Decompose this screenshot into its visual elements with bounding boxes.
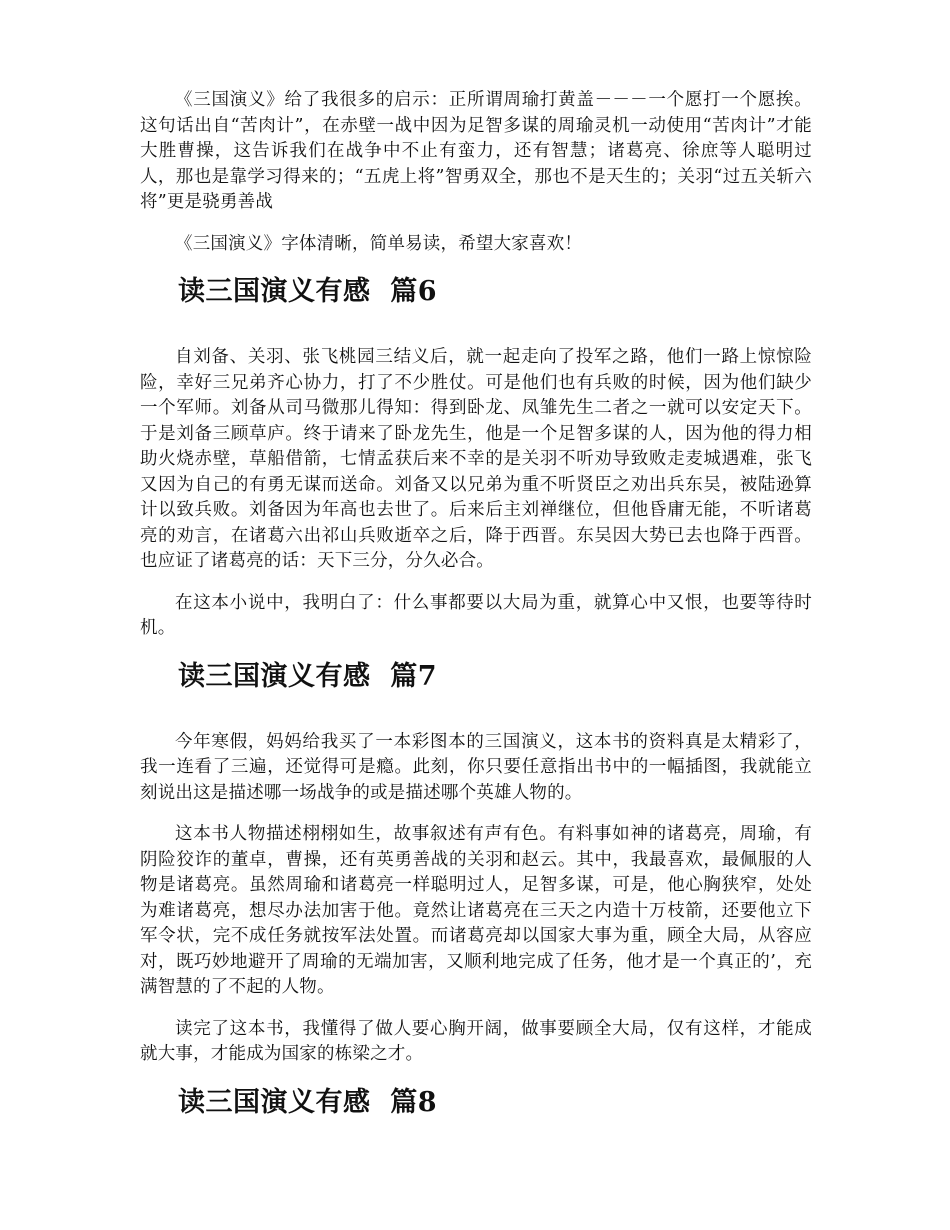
paragraph: 读完了这本书，我懂得了做人要心胸开阔，做事要顾全大局，仅有这样，才能成就大事，才能成为国家的栋梁之才。 [140, 1018, 812, 1064]
document-page [140, 88, 812, 1120]
section-heading: 读三国演义有感 篇7 [178, 660, 438, 692]
paragraph: 今年寒假，妈妈给我买了一本彩图本的三国演义，这本书的资料真是太精彩了，我一连看了三遍，还觉得可是瘾。此刻，你只要任意指出书中的一幅插图，我就能立刻说出这是描述哪一场战争的或是描述哪个英雄人物的。 [140, 731, 812, 803]
section-heading: 读三国演义有感 篇6 [178, 276, 438, 307]
paragraph: 自刘备、关羽、张飞桃园三结义后，就一起走向了投军之路，他们一路上惊惊险险，幸好三兄弟齐心协力，打了不少胜仗。可是他们也有兵败的时候，因为他们缺少一个军师。刘备从司马微那儿得知：得到卧龙、凤雏先生二者之一就可以安定天下。于是刘备三顾草庐。终于请来了卧龙先生，他是一个足智多谋的人，因为他的得力相助火烧赤壁，草船借箭，七情孟获后来不幸的是关羽不听劝导致败走麦城遇难，张飞又因为自己的有勇无谋而送命。刘备又以兄弟为重不听贤臣之劝出兵东吴，被陆逊算计以致兵败。刘备因为年高也去世了。后来后主刘禅继位，但他昏庸无能，不听诸葛亮的劝言，在诸葛六出祁山兵败逝卒之后，降于西晋。东吴因大势已去也降于西晋。也应证了诸葛亮的话：天下三分，分久必合。 [140, 347, 812, 571]
paragraph: 《三国演义》字体清晰，简单易读，希望大家喜欢！ [175, 233, 583, 254]
section-heading: 读三国演义有感 篇8 [178, 1086, 438, 1118]
paragraph: 《三国演义》给了我很多的启示：正所谓周瑜打黄盖－－－一个愿打一个愿挨。这句话出自“苦肉计”，在赤壁一战中因为足智多谋的周瑜灵机一动使用“苦肉计”才能大胜曹操，这告诉我们在战争中不止有蛮力，还有智慧；诸葛亮、徐庶等人聪明过人，那也是靠学习得来的；“五虎上将”智勇双全，那也不是天生的；关羽“过五关斩六将”更是骁勇善战 [140, 90, 812, 212]
paragraph: 在这本小说中，我明白了：什么事都要以大局为重，就算心中又恨，也要等待时机。 [140, 592, 812, 638]
paragraph: 这本书人物描述栩栩如生，故事叙述有声有色。有料事如神的诸葛亮，周瑜，有阴险狡诈的董卓，曹操，还有英勇善战的关羽和赵云。其中，我最喜欢，最佩服的人物是诸葛亮。虽然周瑜和诸葛亮一样聪明过人，足智多谋，可是，他心胸狭窄，处处为难诸葛亮，想尽办法加害于他。竟然让诸葛亮在三天之内造十万枝箭，还要他立下军令状，完不成任务就按军法处置。而诸葛亮却以国家大事为重，顾全大局，从容应对，既巧妙地避开了周瑜的无端加害，又顺利地完成了任务，他才是一个真正的’，充满智慧的了不起的人物。 [140, 824, 812, 997]
